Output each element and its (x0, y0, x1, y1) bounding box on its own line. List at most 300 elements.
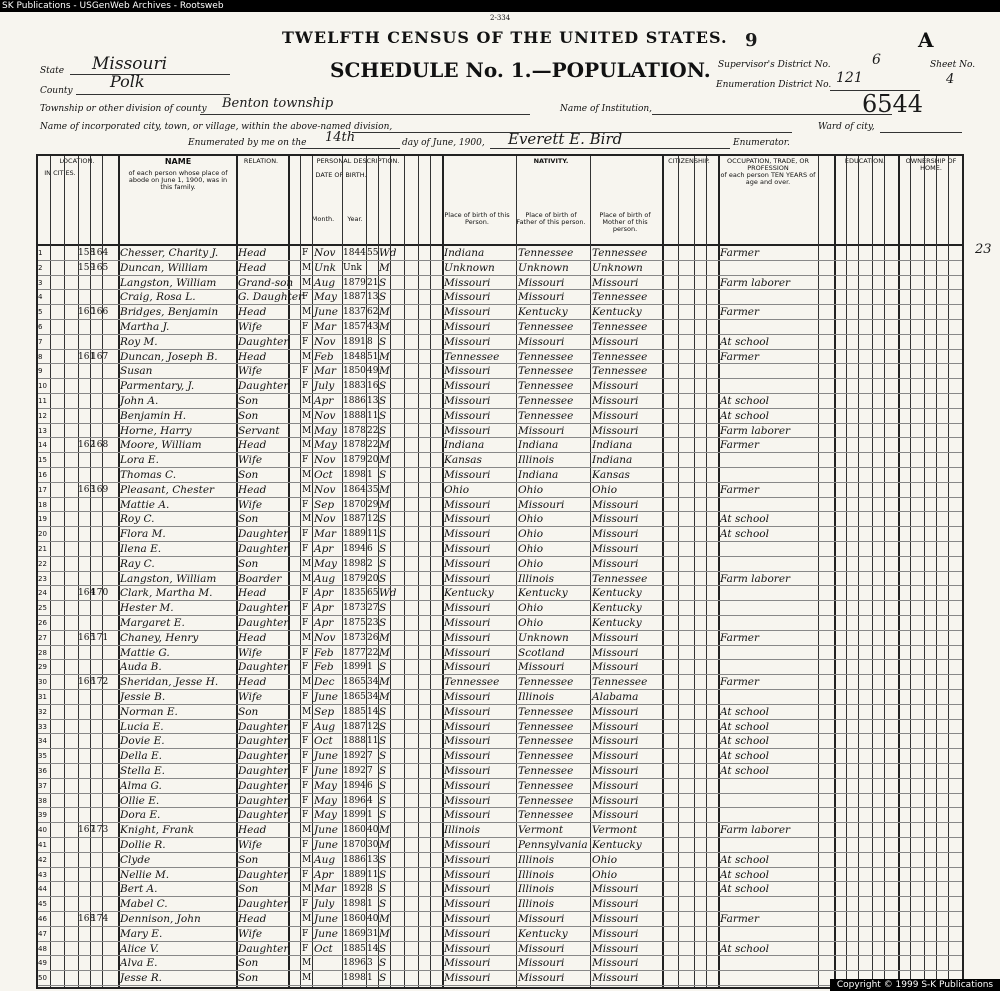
relation: Daughter (238, 617, 289, 629)
relation: Wife (238, 691, 263, 703)
ward-label: Ward of city, (818, 122, 875, 132)
table-row (38, 616, 962, 631)
marital-status: S (379, 942, 387, 955)
birth-year: 1899 (343, 810, 366, 821)
birth-month: Apr (314, 617, 334, 629)
father-birthplace: Vermont (518, 824, 564, 837)
occupation: At school (720, 395, 769, 407)
marital-status: S (379, 750, 387, 763)
sex: M (302, 440, 312, 451)
birth-year: 1885 (343, 943, 366, 954)
row-number: 15 (38, 456, 47, 465)
table-row (38, 557, 962, 572)
person-name: Mattie G. (120, 646, 170, 659)
birthplace: Missouri (444, 765, 491, 777)
mother-birthplace: Kentucky (592, 617, 642, 629)
family-number: 173 (91, 825, 109, 836)
father-birthplace: Tennessee (518, 350, 574, 363)
occupation: Farmer (720, 439, 760, 452)
person-name: Alma G. (120, 779, 162, 792)
age: 1 (367, 899, 373, 910)
col-occupation-sub: of each person TEN YEARS of age and over. (720, 171, 816, 186)
sex: M (302, 396, 312, 406)
person-name: Mabel C. (120, 898, 168, 911)
relation: Son (238, 409, 259, 422)
table-row (38, 320, 962, 335)
father-birthplace: Ohio (518, 543, 544, 555)
table-row (38, 350, 962, 365)
occupation: At school (720, 942, 769, 955)
birth-month: Oct (314, 942, 333, 955)
age: 11 (367, 529, 379, 540)
father-birthplace: Missouri (518, 498, 565, 511)
birth-year: 1894 (343, 544, 366, 554)
district-value: 121 (836, 70, 863, 86)
col-date-birth: DATE OF BIRTH. (315, 171, 367, 179)
relation: Head (238, 261, 267, 274)
age: 35 (367, 484, 379, 495)
table-row (38, 335, 962, 350)
sex: F (302, 795, 309, 806)
sex: F (302, 721, 309, 732)
father-birthplace: Unknown (518, 631, 569, 644)
mother-birthplace: Missouri (592, 513, 639, 526)
birthplace: Missouri (444, 276, 491, 289)
relation: Son (238, 853, 259, 866)
row-number: 23 (38, 574, 47, 583)
mother-birthplace: Missouri (592, 424, 639, 437)
marital-status: S (379, 779, 387, 792)
mother-birthplace: Tennessee (592, 247, 648, 259)
state-value: Missouri (92, 54, 168, 74)
birth-year: 1860 (343, 825, 366, 836)
table-row (38, 794, 962, 809)
birthplace: Missouri (444, 705, 491, 718)
marital-status: M (379, 498, 390, 511)
birthplace: Missouri (444, 794, 491, 807)
age: 1 (367, 810, 373, 821)
occupation: At school (720, 720, 769, 733)
person-name: Dollie R. (120, 839, 166, 851)
mother-birthplace: Tennessee (592, 676, 648, 689)
father-birthplace: Tennessee (518, 735, 574, 748)
table-row (38, 675, 962, 690)
age: 65 (367, 588, 379, 599)
birth-month: Mar (314, 321, 337, 333)
occupation: Farm laborer (720, 276, 791, 289)
birth-year: 1898 (343, 558, 366, 569)
marital-status: S (379, 543, 387, 555)
mother-birthplace: Missouri (592, 705, 639, 718)
birth-year: Unk (343, 262, 362, 273)
occupation: Farmer (720, 350, 760, 363)
birth-month: July (314, 898, 335, 911)
birth-year: 1865 (343, 692, 366, 702)
mother-birthplace: Missouri (592, 883, 639, 896)
person-name: Jesse R. (120, 972, 162, 985)
age: 11 (367, 410, 379, 421)
relation: Wife (238, 365, 263, 378)
marital-status: M (379, 454, 390, 467)
mother-birthplace: Vermont (592, 824, 638, 837)
birth-year: 1883 (343, 381, 366, 392)
birthplace: Missouri (444, 617, 491, 629)
sex: F (302, 499, 309, 510)
dwelling-number: 161 (78, 351, 96, 362)
mother-birthplace: Missouri (592, 898, 639, 911)
table-row (38, 483, 962, 498)
family-number: 174 (91, 914, 109, 924)
birth-month: June (314, 824, 338, 837)
sex: F (302, 381, 309, 392)
birth-year: 1887 (343, 721, 366, 732)
dwelling-number: 166 (78, 677, 96, 688)
sex: F (302, 544, 309, 554)
relation: Daughter (238, 942, 289, 955)
age: 7 (367, 766, 373, 776)
row-number: 16 (38, 471, 47, 479)
person-name: Ollie E. (120, 794, 160, 807)
dwelling-number: 158 (78, 248, 96, 258)
birthplace: Missouri (444, 661, 491, 674)
age: 34 (367, 677, 379, 688)
supervisor-label: Supervisor's District No. (718, 60, 831, 70)
row-number: 42 (38, 855, 47, 864)
relation: Daughter (238, 750, 289, 763)
birthplace: Missouri (444, 720, 491, 733)
person-name: Craig, Rosa L. (120, 291, 196, 304)
family-number: 167 (91, 351, 109, 362)
father-birthplace: Illinois (518, 691, 555, 703)
row-number: 37 (38, 781, 47, 790)
family-number: 168 (91, 440, 109, 451)
age: 43 (367, 322, 379, 332)
marital-status: M (379, 691, 390, 703)
table-row (38, 394, 962, 409)
table-row (38, 720, 962, 735)
table-row (38, 438, 962, 453)
dwelling-number: 162 (78, 440, 96, 451)
table-row (38, 261, 962, 276)
marital-status: M (379, 646, 390, 659)
occupation: At school (720, 883, 769, 896)
birth-month: July (314, 380, 335, 393)
marital-status: S (379, 572, 387, 585)
table-row (38, 808, 962, 823)
relation: Servant (238, 424, 280, 437)
father-birthplace: Missouri (518, 291, 565, 304)
mother-birthplace: Indiana (592, 454, 633, 467)
relation: Wife (238, 646, 263, 659)
relation: Grand-son (238, 276, 294, 289)
father-birthplace: Tennessee (518, 409, 574, 422)
sex: M (302, 410, 312, 421)
row-number: 46 (38, 915, 47, 923)
birth-month: Sep (314, 498, 335, 511)
birth-month: Nov (314, 513, 336, 526)
table-header (38, 156, 962, 246)
city-label: Name of incorporated city, town, or village, within the above-named division, (40, 122, 393, 132)
birth-month: Feb (314, 661, 334, 674)
age: 3 (367, 958, 373, 969)
relation: Head (238, 483, 267, 496)
relation: Head (238, 587, 267, 600)
mother-birthplace: Ohio (592, 853, 618, 866)
person-name: Bridges, Benjamin (120, 306, 219, 319)
birth-year: 1875 (343, 618, 366, 628)
father-birthplace: Missouri (518, 335, 565, 348)
age: 16 (367, 381, 379, 392)
table-row (38, 379, 962, 394)
birth-year: 1889 (343, 869, 366, 880)
relation: Son (238, 957, 259, 970)
row-number: 38 (38, 796, 47, 805)
birth-year: 1857 (343, 322, 366, 332)
birthplace: Missouri (444, 913, 491, 925)
birth-month: June (314, 765, 338, 777)
mother-birthplace: Missouri (592, 750, 639, 763)
occupation: At school (720, 765, 769, 777)
birth-month: June (314, 306, 338, 319)
relation: Son (238, 469, 259, 481)
sex: M (302, 677, 312, 688)
table-row (38, 512, 962, 527)
row-number: 49 (38, 959, 47, 968)
relation: Son (238, 705, 259, 718)
marital-status: S (379, 972, 387, 985)
table-row (38, 749, 962, 764)
age: 51 (367, 351, 379, 362)
birth-month: May (314, 779, 337, 792)
birthplace: Missouri (444, 557, 491, 570)
birthplace: Indiana (444, 247, 485, 259)
marital-status: S (379, 883, 387, 896)
birth-month: Nov (314, 631, 336, 644)
sex: M (302, 351, 312, 362)
table-row (38, 927, 962, 942)
sex: M (302, 425, 312, 436)
birth-year: 1892 (343, 766, 366, 776)
sex: M (302, 706, 312, 717)
birth-year: 1896 (343, 795, 366, 806)
mother-birthplace: Missouri (592, 543, 639, 555)
father-birthplace: Illinois (518, 898, 555, 911)
marital-status: S (379, 720, 387, 733)
mother-birthplace: Missouri (592, 972, 639, 985)
birthplace: Missouri (444, 957, 491, 970)
father-birthplace: Kentucky (518, 587, 568, 600)
table-row (38, 705, 962, 720)
relation: Son (238, 513, 259, 526)
person-name: Norman E. (120, 705, 178, 718)
birth-month: June (314, 927, 338, 940)
relation: Head (238, 631, 267, 644)
relation: Daughter (238, 735, 289, 748)
age: 11 (367, 869, 379, 880)
marital-status: M (379, 839, 390, 851)
birthplace: Missouri (444, 572, 491, 585)
mother-birthplace: Indiana (592, 439, 633, 452)
person-name: Benjamin H. (120, 409, 187, 422)
birthplace: Missouri (444, 883, 491, 896)
schedule-title: SCHEDULE No. 1.—POPULATION. (330, 58, 711, 82)
age: 40 (367, 825, 379, 836)
person-name: Martha J. (120, 321, 170, 333)
occupation: At school (720, 853, 769, 866)
mother-birthplace: Unknown (592, 261, 643, 274)
occupation: Farmer (720, 306, 760, 319)
row-number: 44 (38, 885, 47, 894)
mother-birthplace: Missouri (592, 528, 639, 541)
person-name: Della E. (120, 750, 162, 763)
birth-month: Oct (314, 469, 333, 481)
father-birthplace: Tennessee (518, 395, 574, 407)
relation: Daughter (238, 765, 289, 777)
row-number: 25 (38, 604, 47, 613)
father-birthplace: Kentucky (518, 927, 568, 940)
age: 20 (367, 573, 379, 584)
birth-month: Apr (314, 395, 334, 407)
table-row (38, 305, 962, 320)
birthplace: Missouri (444, 942, 491, 955)
occupation: At school (720, 735, 769, 748)
father-birthplace: Ohio (518, 602, 544, 615)
row-number: 28 (38, 648, 47, 657)
mother-birthplace: Missouri (592, 631, 639, 644)
row-number: 6 (38, 323, 43, 331)
relation: Son (238, 395, 259, 407)
birth-year: 1888 (343, 736, 366, 747)
birthplace: Missouri (444, 779, 491, 792)
county-label: County (40, 86, 73, 96)
mother-birthplace: Kentucky (592, 587, 642, 600)
population-table (36, 154, 964, 989)
father-birthplace: Ohio (518, 528, 544, 541)
marital-status: M (379, 306, 390, 319)
mother-birthplace: Missouri (592, 335, 639, 348)
table-row (38, 601, 962, 616)
age: 34 (367, 692, 379, 702)
relation: Wife (238, 454, 263, 467)
birth-month: Aug (314, 720, 336, 733)
marital-status: M (379, 439, 390, 452)
mother-birthplace: Kansas (592, 469, 630, 481)
relation: Daughter (238, 779, 289, 792)
birthplace: Missouri (444, 972, 491, 985)
table-row (38, 527, 962, 542)
birth-year: 1848 (343, 351, 366, 362)
marital-status: S (379, 424, 387, 437)
row-number: 21 (38, 545, 47, 553)
row-number: 43 (38, 870, 47, 879)
age: 6 (367, 544, 373, 554)
birth-month: Aug (314, 853, 336, 866)
row-number: 29 (38, 663, 47, 672)
table-row (38, 246, 962, 261)
occupation: Farmer (720, 483, 760, 496)
row-number: 22 (38, 559, 47, 568)
marital-status: M (379, 365, 390, 378)
marital-status: S (379, 513, 387, 526)
sex: F (302, 943, 309, 954)
col-nat-father: Place of birth of Father of this person. (516, 211, 586, 226)
mother-birthplace: Missouri (592, 395, 639, 407)
supervisor-value: 6 (872, 52, 881, 68)
age: 21 (367, 277, 379, 288)
person-name: Duncan, William (120, 261, 208, 274)
birth-year: 1885 (343, 706, 366, 717)
birth-month: Nov (314, 409, 336, 422)
person-name: Jessie B. (120, 691, 166, 703)
father-birthplace: Tennessee (518, 676, 574, 689)
township-label: Township or other division of county (40, 104, 207, 114)
birth-year: 1835 (343, 588, 366, 599)
sex: F (302, 766, 309, 776)
relation: Son (238, 557, 259, 570)
marital-status: M (379, 824, 390, 837)
person-name: Langston, William (120, 276, 217, 289)
mother-birthplace: Alabama (592, 691, 639, 703)
table-row (38, 631, 962, 646)
birth-year: 1878 (343, 425, 366, 436)
table-row (38, 971, 962, 986)
father-birthplace: Illinois (518, 853, 555, 866)
mother-birthplace: Missouri (592, 735, 639, 748)
table-row (38, 779, 962, 794)
birth-month: May (314, 291, 337, 304)
relation: Daughter (238, 335, 289, 348)
father-birthplace: Tennessee (518, 705, 574, 718)
father-birthplace: Tennessee (518, 765, 574, 777)
birthplace: Missouri (444, 424, 491, 437)
father-birthplace: Missouri (518, 972, 565, 985)
col-citizenship: CITIZENSHIP. (668, 157, 710, 165)
father-birthplace: Illinois (518, 883, 555, 896)
marital-status: S (379, 765, 387, 777)
person-name: Thomas C. (120, 469, 177, 481)
birth-year: 1869 (343, 928, 366, 939)
father-birthplace: Pennsylvania (518, 839, 588, 851)
row-number: 11 (38, 397, 47, 405)
mother-birthplace: Ohio (592, 868, 618, 881)
row-number: 10 (38, 382, 47, 391)
relation: Head (238, 824, 267, 837)
sex: F (302, 810, 309, 821)
marital-status: S (379, 809, 387, 822)
father-birthplace: Missouri (518, 942, 565, 955)
birth-year: 1860 (343, 914, 366, 924)
col-nat-person: Place of birth of this Person. (444, 211, 510, 226)
birth-year: 1873 (343, 632, 366, 643)
birthplace: Missouri (444, 395, 491, 407)
sex: F (302, 455, 309, 466)
township-value: Benton township (222, 96, 334, 111)
table-row (38, 453, 962, 468)
row-number: 34 (38, 737, 47, 746)
col-year: Year. (347, 215, 363, 223)
row-number: 27 (38, 633, 47, 642)
marital-status: S (379, 409, 387, 422)
birth-year: 1886 (343, 396, 366, 406)
father-birthplace: Tennessee (518, 750, 574, 763)
relation: Daughter (238, 720, 289, 733)
person-name: Moore, William (120, 439, 202, 452)
age: 13 (367, 854, 379, 865)
birth-year: 1892 (343, 751, 366, 762)
row-number: 5 (38, 308, 43, 317)
family-number: 170 (91, 588, 109, 599)
birth-year: 1879 (343, 277, 366, 288)
